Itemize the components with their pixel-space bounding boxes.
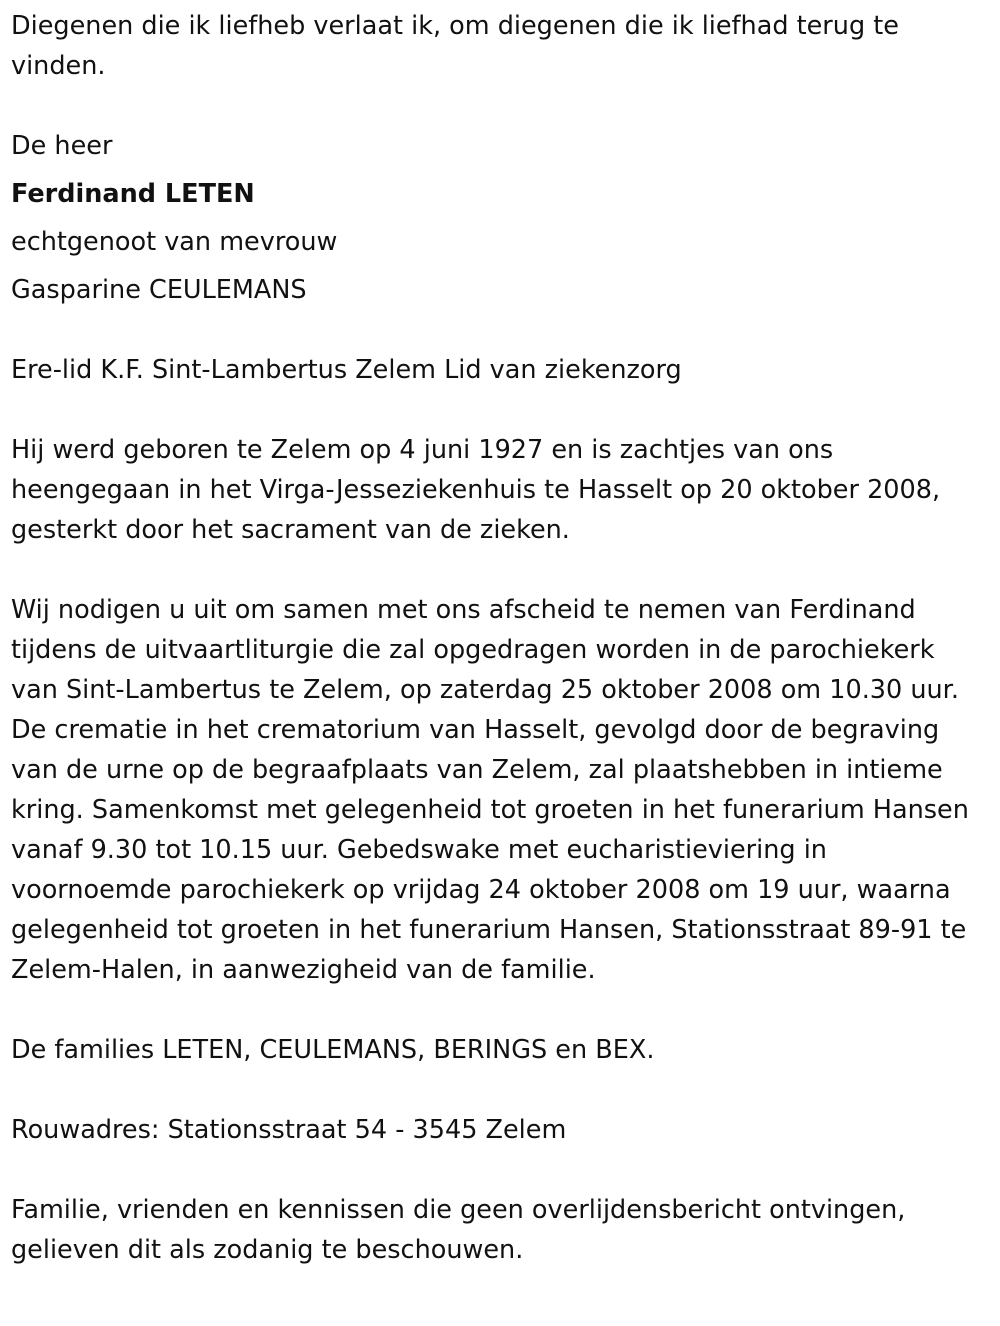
deceased-name: Ferdinand LETEN	[11, 179, 255, 209]
spacer	[11, 86, 986, 126]
families-text: De families LETEN, CEULEMANS, BERINGS en BEX.	[11, 1035, 655, 1065]
spouse-name: Gasparine CEULEMANS	[11, 275, 307, 305]
spacer	[11, 310, 986, 350]
birth-death-paragraph: Hij werd geboren te Zelem op 4 juni 1927 en is zachtjes van ons heengegaan in het Virga-Jesseziekenhuis te Hasselt op 20 oktober 2008, gesterkt door het sacrament van de zieken.	[11, 435, 941, 545]
obituary-notice	[11, 6, 986, 1270]
salutation-text: De heer	[11, 131, 113, 161]
ceremony-paragraph: Wij nodigen u uit om samen met ons afscheid te nemen van Ferdinand tijdens de uitvaartliturgie die zal opgedragen worden in de parochiekerk van Sint-Lambertus te Zelem, op zaterdag 25 oktober 2008 om 10.30 uur. De crematie in het crematorium van Hasselt, gevolgd door de begraving van de urne op de begraafplaats van Zelem, zal plaatshebben in intieme kring. Samenkomst met gelegenheid tot groeten in het funerarium Hansen vanaf 9.30 tot 10.15 uur. Gebedswake met eucharistieviering in voornoemde parochiekerk op vrijdag 24 oktober 2008 om 19 uur, waarna gelegenheid tot groeten in het funerarium Hansen, Stationsstraat 89-91 te Zelem-Halen, in aanwezigheid van de familie.	[11, 595, 969, 985]
spacer	[11, 390, 986, 430]
memberships-text: Ere-lid K.F. Sint-Lambertus Zelem Lid van ziekenzorg	[11, 355, 682, 385]
motto-text: Diegenen die ik liefheb verlaat ik, om diegenen die ik liefhad terug te vinden.	[11, 11, 899, 81]
closing-paragraph: Familie, vrienden en kennissen die geen overlijdensbericht ontvingen, gelieven dit als zodanig te beschouwen.	[11, 1195, 906, 1265]
spouse-intro-text: echtgenoot van mevrouw	[11, 227, 338, 257]
spacer	[11, 990, 986, 1030]
spacer	[11, 1070, 986, 1110]
spacer	[11, 550, 986, 590]
address-text: Rouwadres: Stationsstraat 54 - 3545 Zelem	[11, 1115, 567, 1145]
spacer	[11, 1150, 986, 1190]
